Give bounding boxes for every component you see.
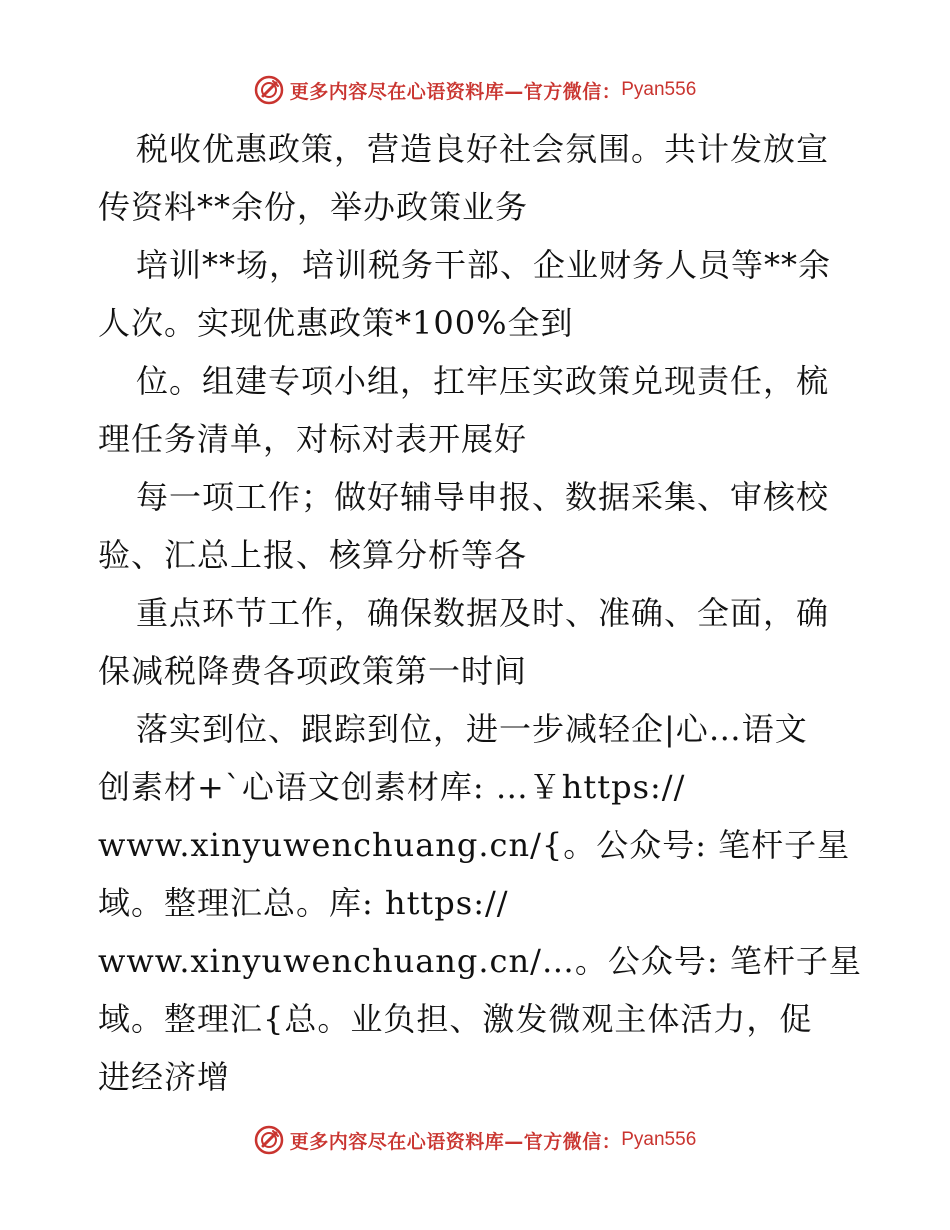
paragraph-line: 进经济增	[98, 1058, 231, 1096]
header-banner-wechat-id: Pyan556	[621, 79, 697, 100]
header-banner-title: 更多内容尽在心语资料库—官方微信：	[289, 80, 622, 103]
paragraph-line: www.xinyuwenchuang.cn/{。公众号: 笔杆子星	[98, 826, 851, 864]
paragraph-line: 域。整理汇总。库: https://	[98, 884, 509, 922]
paragraph-line: 传资料**余份，举办政策业务	[98, 188, 529, 226]
paragraph-line: 理任务清单，对标对表开展好	[98, 420, 528, 458]
paragraph-line: 培训**场，培训税务干部、企业财务人员等**余	[136, 246, 832, 284]
paragraph-line: 验、汇总上报、核算分析等各	[98, 536, 528, 574]
paragraph-line: 位。组建专项小组，扛牢压实政策兑现责任，梳	[136, 362, 830, 400]
footer-banner-title: 更多内容尽在心语资料库—官方微信：	[289, 1130, 622, 1153]
footer-banner-wechat-id: Pyan556	[621, 1129, 697, 1150]
footer-banner	[0, 1122, 950, 1158]
paragraph-line: 税收优惠政策，营造良好社会氛围。共计发放宣	[136, 130, 830, 168]
paragraph-line: 每一项工作；做好辅导申报、数据采集、审核校	[136, 478, 830, 516]
paragraph-line: 人次。实现优惠政策*100%全到	[98, 304, 574, 342]
brand-logo-icon	[254, 75, 284, 105]
header-banner	[0, 72, 950, 108]
paragraph-line: 域。整理汇{总。业负担、激发微观主体活力，促	[98, 1000, 813, 1038]
paragraph-line: 创素材+`心语文创素材库: …￥https://	[98, 768, 686, 806]
brand-logo-icon	[254, 1125, 284, 1155]
paragraph-line: 重点环节工作，确保数据及时、准确、全面，确	[136, 594, 830, 632]
paragraph-line: www.xinyuwenchuang.cn/…。公众号: 笔杆子星	[98, 942, 862, 980]
document-body	[98, 120, 862, 1106]
paragraph-line: 保减税降费各项政策第一时间	[98, 652, 528, 690]
paragraph-line: 落实到位、跟踪到位，进一步减轻企|心…语文	[136, 710, 808, 748]
